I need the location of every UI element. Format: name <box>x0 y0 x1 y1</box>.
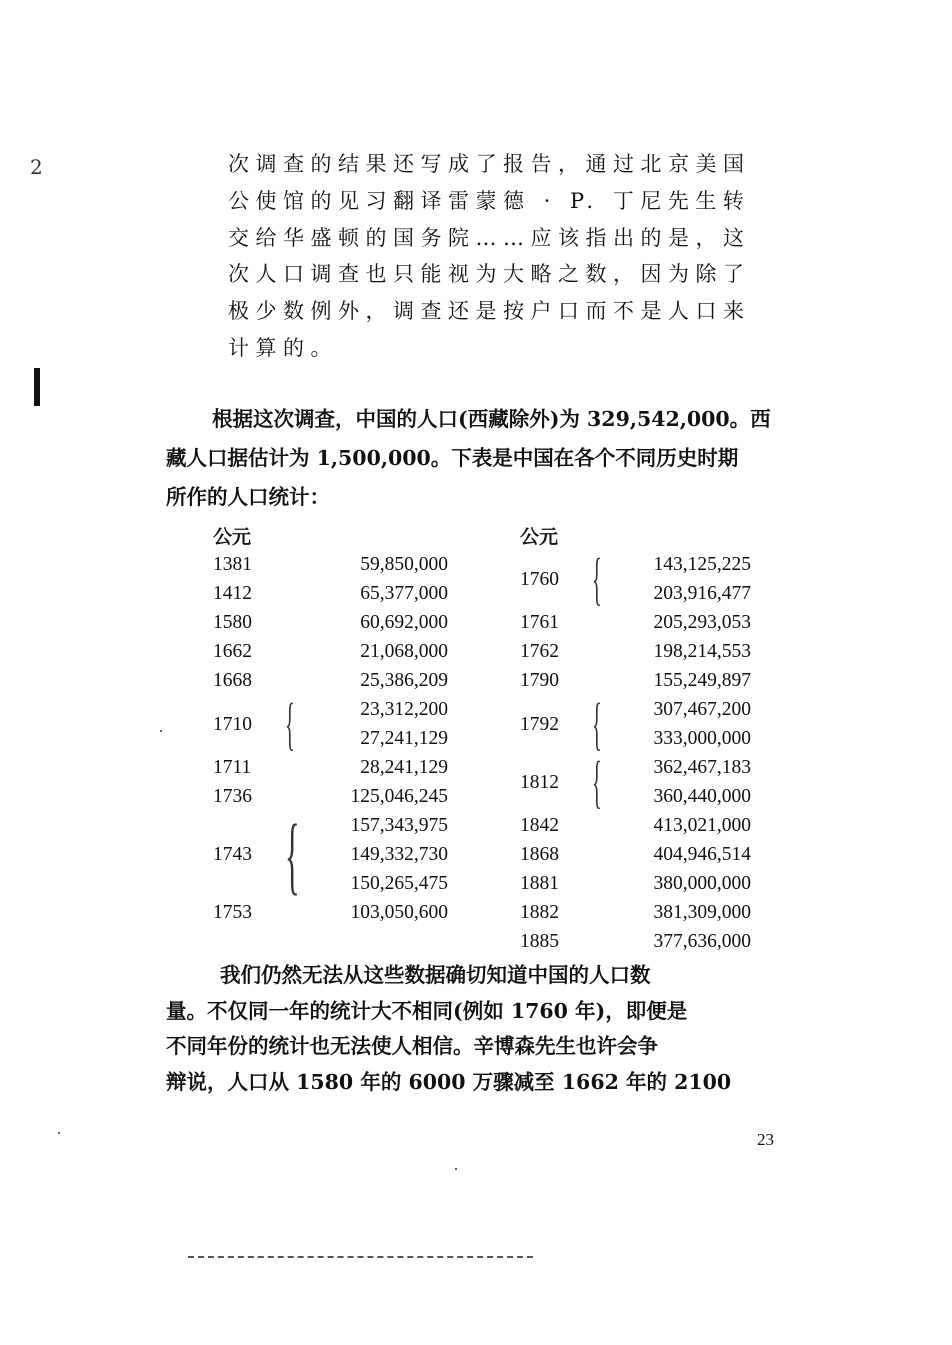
table-year: 1885 <box>520 931 559 952</box>
table-brace: { <box>285 691 295 756</box>
quote-line: 交给华盛顿的国务院……应该指出的是，这 <box>228 225 751 250</box>
table-value: 377,636,000 <box>653 931 751 952</box>
table-value: 150,265,475 <box>350 873 448 894</box>
table-value: 60,692,000 <box>360 612 448 633</box>
table-year: 1580 <box>213 612 252 633</box>
table-year: 1736 <box>213 786 252 807</box>
table-value: 333,000,000 <box>653 728 751 749</box>
table-year: 1711 <box>213 757 252 778</box>
table-value: 307,467,200 <box>653 699 751 720</box>
quote-line: 极少数例外，调查还是按户口而不是人口来 <box>228 299 751 324</box>
table-value: 28,241,129 <box>360 757 448 778</box>
table-year: 1761 <box>520 612 559 633</box>
quote-line: 公使馆的见习翻译雷蒙德 · P. 丁尼先生转 <box>228 188 751 213</box>
table-value: 362,467,183 <box>653 757 751 778</box>
table-year: 1412 <box>213 583 252 604</box>
table-year: 1662 <box>213 641 252 662</box>
table-year: 1762 <box>520 641 559 662</box>
table-value: 149,332,730 <box>350 844 448 865</box>
table-brace: { <box>592 546 602 611</box>
table-value: 157,343,975 <box>350 815 448 836</box>
page-number: 23 <box>757 1130 774 1149</box>
table-year: 1743 <box>213 844 252 865</box>
scan-speck <box>455 1168 457 1170</box>
paragraph-line: 辩说，人口从 1580 年的 6000 万骤减至 1662 年的 2100 <box>166 1069 732 1094</box>
table-value: 65,377,000 <box>360 583 448 604</box>
scan-artifact-line <box>188 1256 533 1258</box>
table-brace: { <box>285 806 300 903</box>
table-value: 125,046,245 <box>350 786 448 807</box>
table-value: 103,050,600 <box>350 902 448 923</box>
paragraph-line: 藏人口据估计为 1,500,000。下表是中国在各个不同历史时期 <box>166 446 739 470</box>
paragraph-line: 所作的人口统计： <box>166 485 330 509</box>
table-value: 23,312,200 <box>360 699 448 720</box>
table-year: 1842 <box>520 815 559 836</box>
table-value: 143,125,225 <box>653 554 751 575</box>
paragraph-line: 不同年份的统计也无法使人相信。辛博森先生也许会争 <box>166 1034 658 1058</box>
block-quote <box>228 146 751 367</box>
table-value: 360,440,000 <box>653 786 751 807</box>
table-year: 1760 <box>520 568 559 590</box>
table-value: 203,916,477 <box>653 583 751 604</box>
table-year: 1882 <box>520 902 559 923</box>
table-year: 1753 <box>213 902 252 923</box>
scan-speck <box>160 730 162 732</box>
table-value: 198,214,553 <box>653 641 751 662</box>
table-brace: { <box>592 749 602 814</box>
table-header-left: 公元 <box>213 526 252 548</box>
table-value: 413,021,000 <box>653 815 751 836</box>
table-year: 1792 <box>520 713 559 735</box>
table-year: 1381 <box>213 554 252 575</box>
table-value: 380,000,000 <box>653 873 751 894</box>
paragraph-line: 我们仍然无法从这些数据确切知道中国的人口数 <box>220 963 651 987</box>
table-value: 404,946,514 <box>653 844 751 865</box>
table-year: 1868 <box>520 844 559 865</box>
table-year: 1812 <box>520 771 559 793</box>
table-value: 381,309,000 <box>653 902 751 923</box>
quote-line: 次人口调查也只能视为大略之数，因为除了 <box>228 262 751 287</box>
table-year: 1668 <box>213 670 252 691</box>
table-year: 1710 <box>213 713 252 735</box>
table-value: 59,850,000 <box>360 554 448 575</box>
quote-line: 计算的。 <box>228 335 338 360</box>
paragraph-1 <box>166 400 806 517</box>
table-year: 1790 <box>520 670 559 691</box>
margin-bar <box>34 368 40 406</box>
table-value: 205,293,053 <box>653 612 751 633</box>
table-year: 1881 <box>520 873 559 894</box>
quote-line: 次调查的结果还写成了报告，通过北京美国 <box>228 152 751 176</box>
table-value: 25,386,209 <box>360 670 448 691</box>
table-brace: { <box>592 691 602 756</box>
paragraph-line: 根据这次调查，中国的人口(西藏除外)为 329,542,000。西 <box>212 407 771 431</box>
table-header-right: 公元 <box>520 526 559 548</box>
table-value: 27,241,129 <box>360 728 448 749</box>
table-value: 21,068,000 <box>360 641 448 662</box>
table-value: 155,249,897 <box>653 670 751 691</box>
scan-speck <box>58 1132 60 1134</box>
paragraph-line: 量。不仅同一年的统计大不相同(例如 1760 年)，即便是 <box>166 998 688 1023</box>
paragraph-2 <box>166 958 806 1100</box>
margin-mark: 2 <box>30 155 43 179</box>
